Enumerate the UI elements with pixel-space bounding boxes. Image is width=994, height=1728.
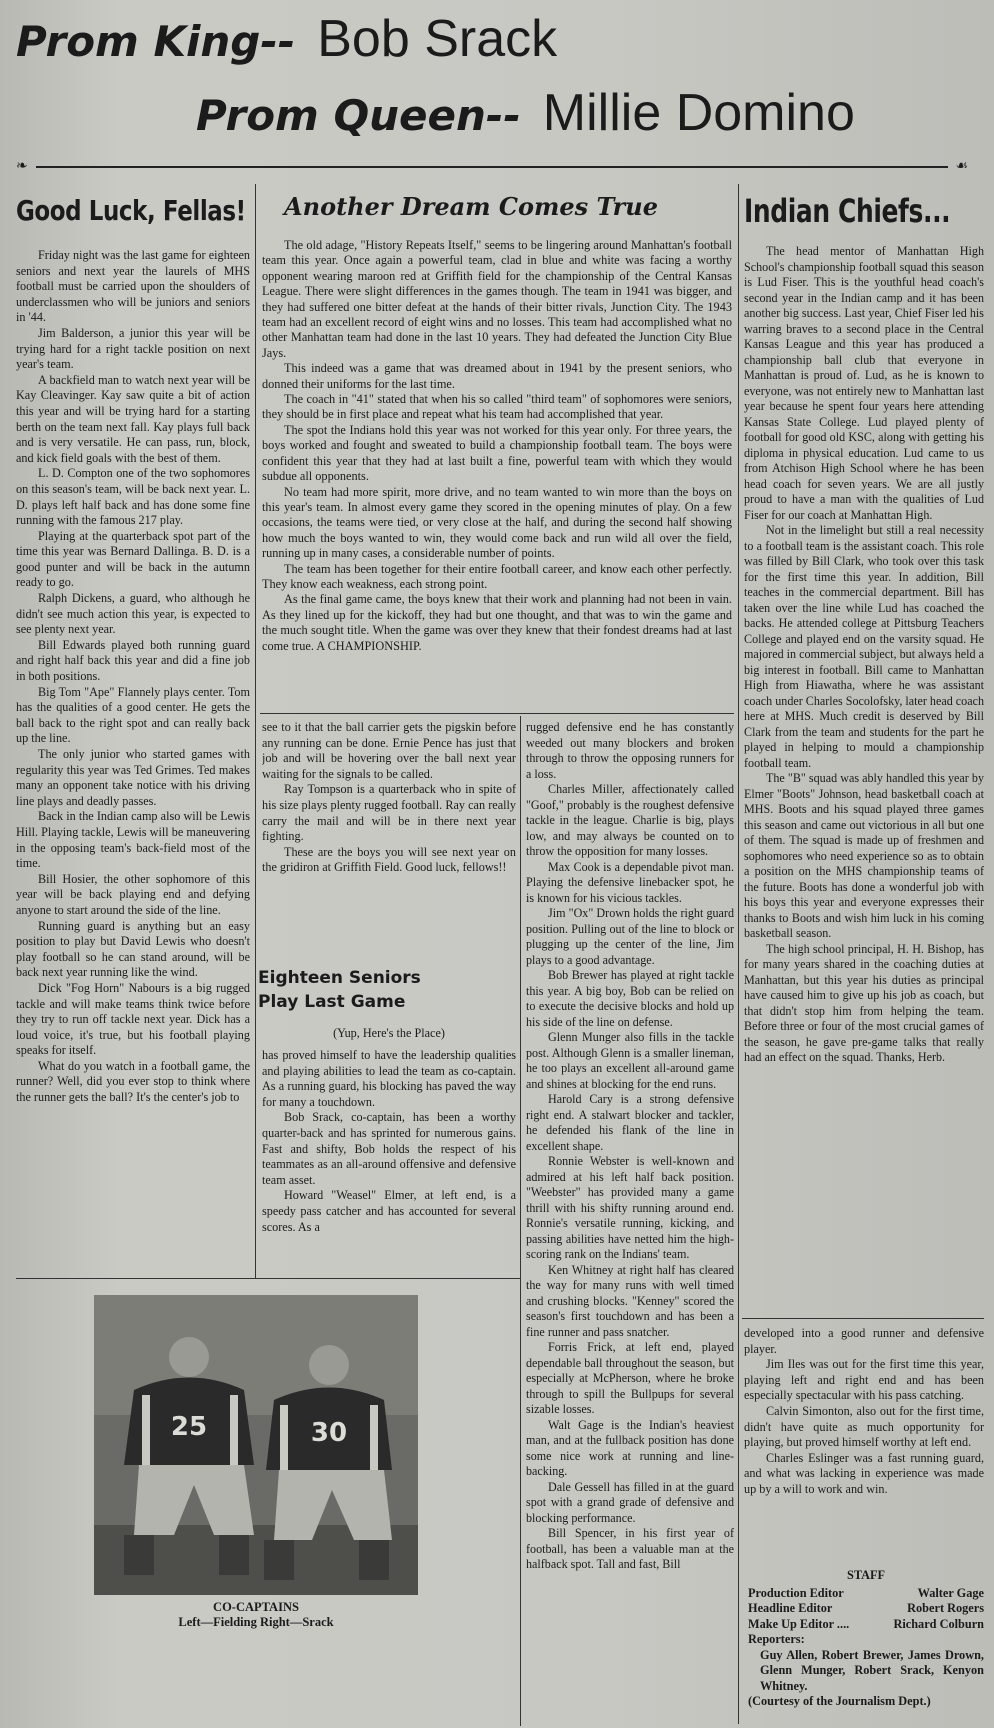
- article-paragraph: Playing at the quarterback spot part of the time this year was Bernard Dallinga. B. D. is a good punter and will be back in the autumn ready to go.: [16, 528, 250, 590]
- jersey-number-left: 25: [170, 1412, 208, 1442]
- ornament-divider: [16, 160, 968, 174]
- indian-chiefs-title: Indian Chiefs...: [744, 192, 951, 230]
- co-captains-photo: [94, 1295, 418, 1595]
- prom-king-name: Bob Srack: [317, 10, 558, 68]
- prom-queen-name: Millie Domino: [542, 84, 855, 142]
- article-paragraph: Walt Gage is the Indian's heaviest man, and at the fullback position has done some nice work at running and line-backing.: [526, 1417, 734, 1478]
- article-paragraph: Running guard is anything but an easy position to play but David Lewis who doesn't play football so he can stand around, will be back next year running like the wind.: [16, 918, 250, 980]
- article-paragraph: No team had more spirit, more drive, and no team wanted to win more than the boys on this year's team. In almost every game they scored in the opening minutes of play. On a few occasions, the teams were tied, or very close at the half, and during the second half showing how much the boys wanted to win, they would come back and run wild all over the field, running up in many cases, a considerable number of points.: [262, 484, 732, 561]
- staff-row: Headline Editor Robert Rogers: [748, 1601, 984, 1615]
- photo-caption: [94, 1600, 418, 1630]
- article-paragraph: L. D. Compton one of the two sophomores on this season's team, will be back next year. L. D. plays left half back and has done some fine running with the famous 217 play.: [16, 466, 250, 528]
- seniors-continued: [744, 1326, 984, 1548]
- article-paragraph: Charles Eslinger was a fast running guard, and what was lacking in experience was made up by a will to work and win.: [744, 1450, 984, 1496]
- section-rule: [260, 713, 734, 714]
- dream-article: [262, 238, 732, 708]
- article-paragraph: Ronnie Webster is well-known and admired at his left half back position. "Weebster" has provided many a game thrill with his shifty running around end. Ronnie's versatile running, kicking, and passing abilities have netted him the high-scoring rank on the Indians' team.: [526, 1154, 734, 1261]
- article-paragraph: Big Tom "Ape" Flannely plays center. Tom has the qualities of a good center. He gets the ball back to the right spot and can really back up the line.: [16, 684, 250, 746]
- prom-queen-line: [196, 84, 855, 142]
- article-paragraph: Friday night was the last game for eighteen seniors and next year the laurels of MHS football must be carried upon the shoulders of underclassmen who will be juniors and seniors in '44.: [16, 248, 250, 325]
- article-paragraph: The "B" squad was ably handled this year by Elmer "Boots" Johnson, head basketball coach at MHS. Boots and his squad played three games this season and came out victorious in all but one of them. The squad is made up of freshmen and sophomores who need experience so as to obtain a position on the MHS championship teams of the future. Boots has done a wonderful job with his boys this year and everyone expresses their thanks to Boots and wish him luck in his coming basketball season.: [744, 771, 984, 940]
- column-rule: [255, 184, 256, 1278]
- article-paragraph: Howard "Weasel" Elmer, at left end, is a speedy pass catcher and has accounted for several scores. As a: [262, 1188, 516, 1234]
- reporters-label: Reporters:: [748, 1632, 805, 1646]
- eighteen-seniors-title: Eighteen Seniors Play Last Game: [258, 968, 421, 1012]
- article-paragraph: The coach in "41" stated that when his so called "third team" of sophomores were seniors, they should be in first place and repeat what his team had accomplished that year.: [262, 392, 732, 422]
- article-paragraph: see to it that the ball carrier gets the pigskin before any running can be done. Ernie Pence has just that job and will be hovering over the ball next year waiting for the signals to be called.: [262, 720, 516, 781]
- dream-title: Another Dream Comes True: [284, 192, 659, 221]
- article-paragraph: Ralph Dickens, a guard, who although he didn't see much action this year, is expected to see plenty next year.: [16, 591, 250, 637]
- column-rule: [738, 184, 739, 1724]
- article-paragraph: As the final game came, the boys knew that their work and planning had not been in vain. As they lined up for the kickoff, they had but one thought, and that was to win the game and the much sought title. When the game was over they knew that their fondest dreams had at last come true. A CHAMPIONSHIP.: [262, 592, 732, 653]
- article-paragraph: Not in the limelight but still a real necessity to a football team is the assistant coach. This role was filled by Bill Clark, who took over this task for the first time this year. In addition, Bill teaches in the commercial department. Bill has taken over the line while Lud has coached the backs. He attended college at Pittsburg Teachers College and played end on the varsity squad. He majored in commercial subject, but always held a big interest in football. Bill came to Manhattan High from Hiawatha, where he was assistant coach under Charles Socolofsky, later head coach here at MHS. Much credit is deserved by Bill Clark from the team and students for the part he played in helping to mould a championship football team.: [744, 523, 984, 770]
- article-paragraph: The head mentor of Manhattan High School's championship football squad this season is Lud Fiser. This is the youthful head coach's second year in the Indian camp and it has been another big success. Last year, Chief Fiser led his warring braves to a second place in the Central Kansas League and this year has produced a championship ball club that everyone in Manhattan is proud of. Lud, as he is known to everyone, was not entirely new to Manhattan last year because he spent four years here attending Kansas State College. Lud played plenty of football for good old KSC, along with getting his diploma in physical education. Lud came to us from Atchison High School where he has been head coach for seven years. We are all justly proud to have a man with the qualities of Lud Fiser for our coach at Manhattan High.: [744, 244, 984, 522]
- prom-king-label: Prom King--: [16, 17, 296, 66]
- staff-row: Make Up Editor .... Richard Colburn: [748, 1616, 984, 1631]
- good-luck-continued: [262, 720, 516, 952]
- jersey-number-right: 30: [310, 1418, 348, 1448]
- eighteen-article: [262, 1048, 516, 1276]
- photo-caption-title: CO-CAPTAINS: [213, 1600, 299, 1614]
- article-paragraph: Ken Whitney at right half has cleared the way for many runs with well timed and crushing blocks. "Kenney" scored the season's first touchdown and has been a fine runner and pass snatcher.: [526, 1262, 734, 1339]
- article-paragraph: These are the boys you will see next year on the gridiron at Griffith Field. Good luck, fellows!!: [262, 844, 516, 875]
- article-paragraph: Bill Spencer, in his first year of football, has been a valuable man at the halfback spot. Tall and fast, Bill: [526, 1526, 734, 1571]
- article-paragraph: Harold Cary is a strong defensive right end. A stalwart blocker and tackler, he defended his flank of the line in excellent shape.: [526, 1092, 734, 1153]
- staff-box: [748, 1568, 984, 1710]
- article-paragraph: What do you watch in a football game, the runner? Well, did you ever stop to think where the runner gets the ball? It's the center's job to: [16, 1058, 250, 1105]
- article-paragraph: Bob Brewer has played at right tackle this year. A big boy, Bob can be relied on to execute the decisive blocks and hold up his side of the line on defense.: [526, 968, 734, 1029]
- article-paragraph: The team has been together for their entire football career, and know each other perfectly. They know each weakness, each strong point.: [262, 561, 732, 591]
- section-rule: [16, 1278, 520, 1279]
- photo-caption-names: Left—Fielding Right—Srack: [178, 1615, 334, 1629]
- article-paragraph: Jim Balderson, a junior this year will be trying hard for a right tackle position on next year's team.: [16, 325, 250, 372]
- article-paragraph: The high school principal, H. H. Bishop, has for many years shared in the coaching duties at Manhattan, but this year his duties as principal have caused him to give up his job as coach, but that didn't stop him from helping the team. Before three or four of the most crucial games of the season, he gave pre-game talks that really had an effect on the squad. Thanks, Herb.: [744, 941, 984, 1064]
- article-paragraph: This indeed was a game that was dreamed about in 1941 by the present seniors, who donned their uniforms for the last time.: [262, 361, 732, 391]
- article-paragraph: Jim Iles was out for the first time this year, playing left and right end and has been especially spectacular with his pass catching.: [744, 1357, 984, 1403]
- prom-queen-label: Prom Queen--: [196, 91, 521, 140]
- article-paragraph: developed into a good runner and defensive player.: [744, 1326, 984, 1356]
- reporters-list: Guy Allen, Robert Brewer, James Drown, Glenn Munger, Robert Srack, Kenyon Whitney.: [760, 1647, 984, 1693]
- column-rule: [520, 716, 521, 1726]
- article-paragraph: Bill Hosier, the other sophomore of this year will be back playing end and defying anyone to start around the side of the line.: [16, 871, 250, 917]
- good-luck-article: [16, 248, 250, 1276]
- article-paragraph: The only junior who started games with regularity this year was Ted Grimes. Ted makes many an opponent take notice with his driving line plays and deadly passes.: [16, 747, 250, 808]
- article-paragraph: The spot the Indians hold this year was not worked for this year only. For three years, the boys worked and fought and sweated to build a championship football team. The boys were confident this year that they had at last built a fine, powerful team with which they would subdue all opponents.: [262, 422, 732, 484]
- article-paragraph: Charles Miller, affectionately called "Goof," probably is the roughest defensive tackle in the league. Charlie is big, plays low, and may always be counted on to throw the opposition for many losses.: [526, 782, 734, 858]
- eighteen-tagline: (Yup, Here's the Place): [333, 1026, 445, 1040]
- staff-title: STAFF: [846, 1568, 886, 1582]
- article-paragraph: Jim "Ox" Drown holds the right guard position. Pulling out of the line to block or plugging up the center of the line, Jim plays to a good advantage.: [526, 906, 734, 967]
- article-paragraph: Forris Frick, at left end, played dependable ball throughout the season, but especially at McPherson, where he broke through to spill the Bullpups for several sizable losses.: [526, 1340, 734, 1416]
- article-paragraph: Bob Srack, co-captain, has been a worthy quarter-back and has sprinted for numerous gains. Fast and shifty, Bob holds the respect of his teammates as an all-around offensive and defensive team asset.: [262, 1110, 516, 1187]
- article-paragraph: Ray Tompson is a quarterback who in spite of his size plays plenty rugged football. Ray can really carry the mail and will be in there next year fighting.: [262, 782, 516, 844]
- article-paragraph: Dick "Fog Horn" Nabours is a big rugged tackle and will make teams think twice before they try to run off tackle next year. Dick has a loud voice, it's true, but his football playing speaks for itself.: [16, 980, 250, 1058]
- flourish-left-icon: ❧: [16, 159, 28, 174]
- staff-credit: (Courtesy of the Journalism Dept.): [748, 1694, 931, 1708]
- article-paragraph: Back in the Indian camp also will be Lewis Hill. Playing tackle, Lewis will be maneuvering in the opposing team's back-field most of the time.: [16, 809, 250, 871]
- staff-row: Production Editor Walter Gage: [748, 1585, 984, 1600]
- article-paragraph: Glenn Munger also fills in the tackle post. Although Glenn is a smaller lineman, he too plays an excellent all-around game and shines at blocking for the end runs.: [526, 1030, 734, 1091]
- article-paragraph: Dale Gessell has filled in at the guard spot with a grand grade of defensive and blocking performance.: [526, 1479, 734, 1525]
- section-rule: [742, 1318, 984, 1319]
- flourish-right-icon: ☙: [955, 159, 968, 174]
- article-paragraph: has proved himself to have the leadership qualities and playing abilities to lead the team as co-captain. As a running guard, his blocking has paved the way for many a touchdown.: [262, 1048, 516, 1109]
- seniors-article: [526, 720, 734, 1724]
- indian-chiefs-article: [744, 244, 984, 1308]
- article-paragraph: The old adage, "History Repeats Itself," seems to be lingering around Manhattan's football team this year. Once again a powerful team, clad in blue and white was facing a worthy opponent wearing maroon red at Griffith field for the championship of the Central Kansas League. There were slight differences in the games though. The team in 1941 was bigger, and they had suffered one bitter defeat at the hands of their bitter rivals, Junction City. The 1943 team had an excellent record of eight wins and no losses. This team had accomplished what no other Manhattan team had done in the last 10 years. They had defeated the Junction City Blue Jays.: [262, 238, 732, 360]
- good-luck-title: Good Luck, Fellas!: [16, 194, 246, 227]
- prom-king-line: [16, 10, 558, 68]
- article-paragraph: A backfield man to watch next year will be Kay Cleavinger. Kay saw quite a bit of action this year and will be trying hard for a starting berth on the team next fall. Kay plays full back and is very versatile. He can pass, run, block, and kick field goals with the best of them.: [16, 372, 250, 465]
- article-paragraph: Max Cook is a dependable pivot man. Playing the defensive linebacker spot, he is known for his vicious tackles.: [526, 859, 734, 905]
- article-paragraph: rugged defensive end he has constantly weeded out many blockers and broken through to throw the opposing runners for a loss.: [526, 720, 734, 781]
- co-captains-photo-image: [94, 1295, 418, 1595]
- article-paragraph: Calvin Simonton, also out for the first time, didn't have quite as much opportunity for playing, but proved himself worthy at left end.: [744, 1403, 984, 1450]
- article-paragraph: Bill Edwards played both running guard and right half back this year and did a fine job in both positions.: [16, 637, 250, 684]
